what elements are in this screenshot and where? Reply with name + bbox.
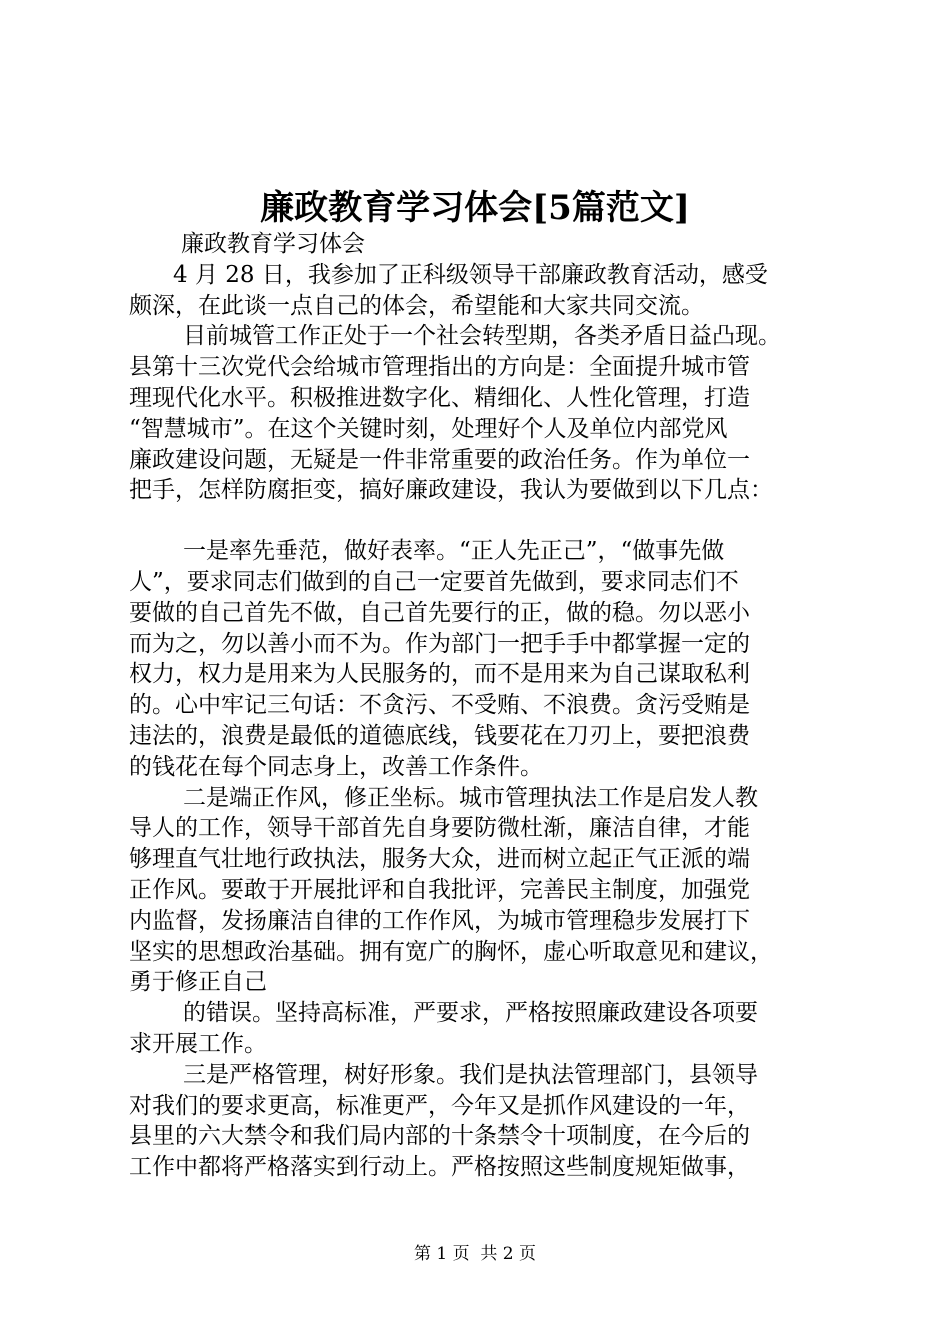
text-line: 三是严格管理，树好形象。我们是执法管理部门，县领导 <box>183 1061 758 1088</box>
text-line: 内监督，发扬廉洁自律的工作作风，为城市管理稳步发展打下 <box>129 907 750 934</box>
text-line: 够理直气壮地行政执法，服务大众，进而树立起正气正派的端 <box>129 846 750 873</box>
document-body <box>129 229 849 1183</box>
text-line: 二是端正作风，修正坐标。城市管理执法工作是启发人教 <box>183 784 758 811</box>
text-line: 县里的六大禁令和我们局内部的十条禁令十项制度，在今后的 <box>129 1123 750 1150</box>
text-line: 人”，要求同志们做到的自己一定要首先做到，要求同志们不 <box>129 568 739 595</box>
blank-line <box>129 506 849 536</box>
text-line: 权力，权力是用来为人民服务的，而不是用来为自己谋取私利 <box>129 661 750 688</box>
text-line: 求开展工作。 <box>129 1030 267 1057</box>
text-line: 坚实的思想政治基础。拥有宽广的胸怀，虚心听取意见和建议， <box>129 938 773 965</box>
text-line: 理现代化水平。积极推进数字化、精细化、人性化管理，打造 <box>129 384 750 411</box>
text-line: 的。心中牢记三句话：不贪污、不受贿、不浪费。贪污受贿是 <box>129 692 750 719</box>
text-line: 目前城管工作正处于一个社会转型期，各类矛盾日益凸现。 <box>183 323 781 350</box>
text-line: 的钱花在每个同志身上，改善工作条件。 <box>129 753 543 780</box>
text-line: 正作风。要敢于开展批评和自我批评，完善民主制度，加强党 <box>129 876 750 903</box>
text-line: 对我们的要求更高，标准更严，今年又是抓作风建设的一年， <box>129 1092 750 1119</box>
text-line: 而为之，勿以善小而不为。作为部门一把手手中都掌握一定的 <box>129 630 750 657</box>
text-line: 违法的，浪费是最低的道德底线，钱要花在刀刃上，要把浪费 <box>129 722 750 749</box>
text-line: “智慧城市”。在这个关键时刻，处理好个人及单位内部党风 <box>129 415 728 442</box>
text-line: 要做的自己首先不做，自己首先要行的正，做的稳。勿以恶小 <box>129 599 750 626</box>
page-footer: 第 1 页 共 2 页 <box>413 1244 537 1264</box>
text-line: 一是率先垂范，做好表率。“正人先正己”，“做事先做 <box>183 538 725 565</box>
text-line: 勇于修正自己 <box>129 969 267 996</box>
document-title: 廉政教育学习体会[5篇范文] <box>260 188 690 228</box>
text-line: 廉政建设问题，无疑是一件非常重要的政治任务。作为单位一 <box>129 446 750 473</box>
text-line: 4 月 28 日，我参加了正科级领导干部廉政教育活动，感受 <box>173 261 768 288</box>
text-line: 的错误。坚持高标准，严要求，严格按照廉政建设各项要 <box>183 1000 758 1027</box>
text-line: 颇深，在此谈一点自己的体会，希望能和大家共同交流。 <box>129 292 704 319</box>
text-line: 导人的工作，领导干部首先自身要防微杜渐，廉洁自律，才能 <box>129 815 750 842</box>
text-line: 县第十三次党代会给城市管理指出的方向是：全面提升城市管 <box>129 354 750 381</box>
text-line: 把手，怎样防腐拒变，搞好廉政建设，我认为要做到以下几点： <box>129 477 773 504</box>
text-line: 廉政教育学习体会 <box>181 231 365 257</box>
text-line: 工作中都将严格落实到行动上。严格按照这些制度规矩做事， <box>129 1154 750 1181</box>
